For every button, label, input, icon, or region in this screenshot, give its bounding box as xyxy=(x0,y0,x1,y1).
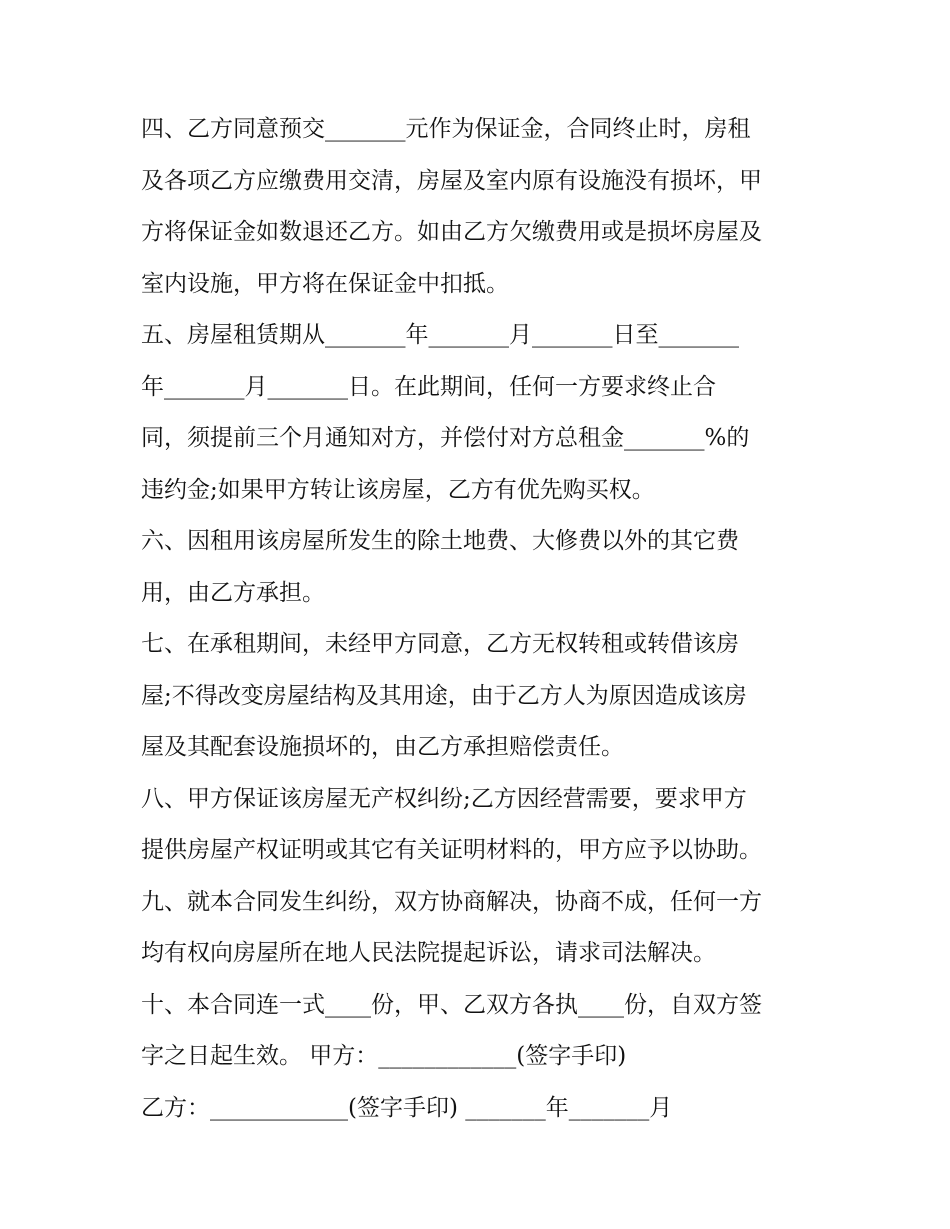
clause-7-line-3: 屋及其配套设施损坏的，由乙方承担赔偿责任。 xyxy=(141,734,624,760)
clause-10-line-2: 字之日起生效。 甲方：____________(签字手印) xyxy=(141,1043,627,1069)
clause-4-line-1: 四、乙方同意预交_______元作为保证金，合同终止时，房租 xyxy=(141,116,751,142)
clause-5-line-3: 同，须提前三个月通知对方，并偿付对方总租金_______%的 xyxy=(141,425,750,451)
clause-4-line-4: 室内设施，甲方将在保证金中扣抵。 xyxy=(141,270,509,297)
clause-9-line-2: 均有权向房屋所在地人民法院提起诉讼，请求司法解决。 xyxy=(141,940,716,966)
clause-6-line-1: 六、因租用该房屋所发生的除土地费、大修费以外的其它费 xyxy=(141,528,739,554)
clause-7-line-1: 七、在承租期间，未经甲方同意，乙方无权转租或转借该房 xyxy=(141,631,739,657)
clause-6-line-2: 用，由乙方承担。 xyxy=(141,579,325,606)
clause-9-line-1: 九、就本合同发生纠纷，双方协商解决，协商不成，任何一方 xyxy=(141,888,762,915)
clause-5-line-1: 五、房屋租赁期从_______年_______月_______日至_______ xyxy=(141,322,739,348)
clause-4-line-2: 及各项乙方应缴费用交清，房屋及室内原有设施没有损坏，甲 xyxy=(141,167,762,194)
clause-4-line-3: 方将保证金如数退还乙方。如由乙方欠缴费用或是损坏房屋及 xyxy=(141,219,762,245)
contract-body xyxy=(141,104,821,1134)
clause-5-line-4: 违约金;如果甲方转让该房屋，乙方有优先购买权。 xyxy=(141,476,655,503)
signature-line: 乙方：____________(签字手印) _______年_______月 xyxy=(141,1094,673,1121)
clause-5-line-2: 年_______月_______日。在此期间，任何一方要求终止合 xyxy=(141,373,716,400)
clause-10-line-1: 十、本合同连一式____份，甲、乙双方各执____份，自双方签 xyxy=(141,991,762,1018)
clause-8-line-1: 八、甲方保证该房屋无产权纠纷;乙方因经营需要，要求甲方 xyxy=(141,785,747,812)
clause-7-line-2: 屋;不得改变房屋结构及其用途，由于乙方人为原因造成该房 xyxy=(141,682,747,709)
clause-8-line-2: 提供房屋产权证明或其它有关证明材料的，甲方应予以协助。 xyxy=(141,837,762,863)
